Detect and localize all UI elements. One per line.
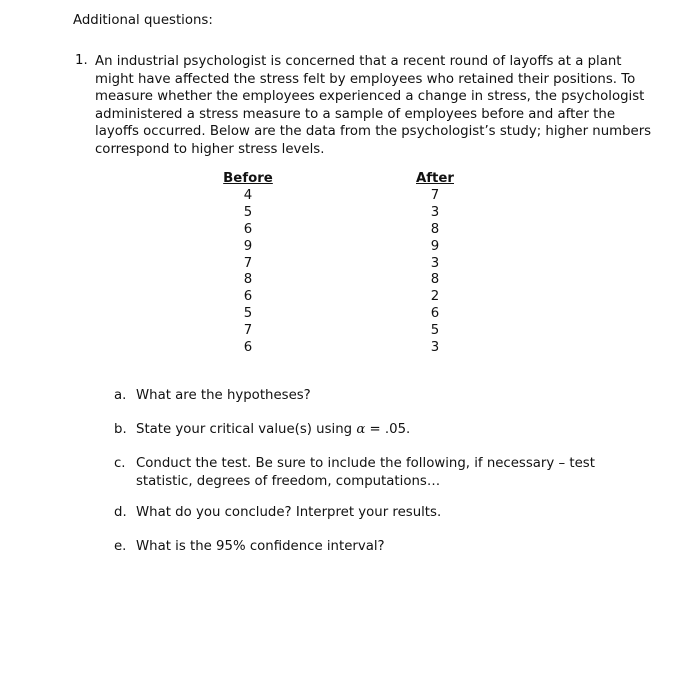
after-value: 5	[430, 323, 440, 339]
subquestion-text-end: = .05.	[369, 422, 411, 437]
subquestion-a	[114, 387, 636, 405]
before-value: 7	[243, 323, 253, 339]
alpha-symbol: α	[356, 422, 366, 437]
before-value: 6	[243, 289, 253, 305]
before-column	[222, 171, 274, 357]
subquestion-label: c.	[114, 456, 126, 471]
subquestion-text: What is the 95% confidence interval?	[136, 539, 385, 554]
after-header: After	[415, 171, 454, 186]
subquestion-d	[114, 504, 636, 522]
subquestion-b	[114, 421, 636, 439]
after-value: 3	[430, 255, 440, 271]
subquestion-text-start: State your critical value(s) using	[136, 422, 353, 437]
before-header: Before	[223, 171, 273, 186]
before-value: 6	[243, 221, 253, 237]
after-value: 7	[430, 187, 440, 203]
subquestion-text	[136, 421, 636, 439]
page-heading: Additional questions:	[73, 13, 213, 28]
subquestion-label: e.	[114, 539, 127, 554]
before-value: 7	[243, 255, 253, 271]
question-number: 1.	[75, 53, 88, 68]
subquestion-c	[114, 455, 636, 490]
before-value: 8	[243, 272, 253, 288]
after-value: 9	[430, 238, 440, 254]
before-value: 9	[243, 238, 253, 254]
before-value: 5	[243, 306, 253, 322]
after-column	[412, 171, 458, 357]
before-value: 6	[243, 340, 253, 356]
after-value: 2	[430, 289, 440, 305]
subquestion-e	[114, 538, 636, 556]
subquestion-label: a.	[114, 388, 127, 403]
question-text: An industrial psychologist is concerned that a recent round of layoffs at a plant might have affected the stress felt by employees who retained their positions. To measure whether the employees experienced a change in stress, the psychologist administered a stress measure to a sample of employees before and after the layoffs occurred. Below are the data from the psychologist’s study; higher numbers correspond to higher stress levels.	[95, 54, 652, 157]
subquestion-text: Conduct the test. Be sure to include the following, if necessary – test statistic, degrees of freedom, computations…	[136, 456, 595, 489]
before-value: 5	[243, 204, 253, 220]
subquestion-label: d.	[114, 505, 127, 520]
after-value: 8	[430, 221, 440, 237]
subquestion-label: b.	[114, 422, 127, 437]
after-value: 6	[430, 306, 440, 322]
after-value: 8	[430, 272, 440, 288]
subquestion-text: What do you conclude? Interpret your results.	[136, 505, 442, 520]
before-value: 4	[243, 187, 253, 203]
subquestion-text: What are the hypotheses?	[136, 388, 311, 403]
after-value: 3	[430, 204, 440, 220]
after-value: 3	[430, 340, 440, 356]
